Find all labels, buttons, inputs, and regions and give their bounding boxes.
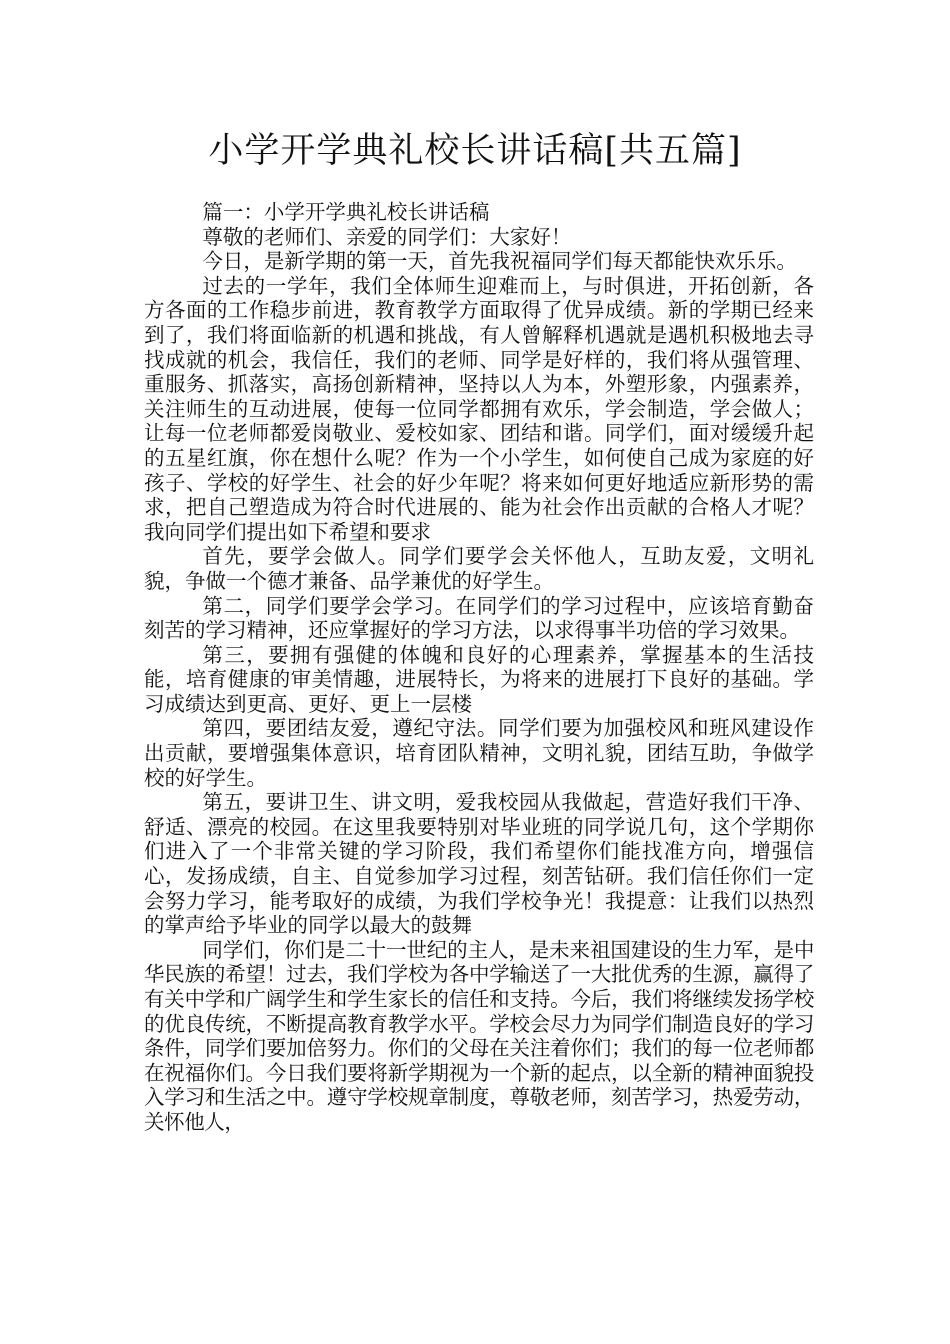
paragraph: 今日，是新学期的第一天，首先我祝福同学们每天都能快欢乐乐。 bbox=[202, 249, 797, 274]
document-title: 小学开学典礼校长讲话稿[共五篇] bbox=[208, 131, 742, 171]
paragraph: 第五，要讲卫生、讲文明，爱我校园从我做起，营造好我们干净、舒适、漂亮的校园。在这里我要特别对毕业班的同学说几句，这个学期你们进入了一个非常关键的学习阶段，我们希望你们能找准方向，增强信心，发扬成绩，自主、自觉参加学习过程，刻苦钻研。我们信任你们一定会努力学习，能考取好的成绩，为我们学校争光！我提意：让我们以热烈的掌声给予毕业的同学以最大的鼓舞 bbox=[144, 790, 814, 938]
paragraph: 第二，同学们要学会学习。在同学们的学习过程中，应该培育勤奋刻苦的学习精神，还应掌握好的学习方法，以求得事半功倍的学习效果。 bbox=[144, 593, 814, 643]
paragraph: 同学们，你们是二十一世纪的主人，是未来祖国建设的生力军，是中华民族的希望！过去，我们学校为各中学输送了一大批优秀的生源，赢得了有关中学和广阔学生和学生家长的信任和支持。今后，我们将继续发扬学校的优良传统，不断提高教育教学水平。学校会尽力为同学们制造良好的学习条件，同学们要加倍努力。你们的父母在关注着你们；我们的每一位老师都在祝福你们。今日我们要将新学期视为一个新的起点，以全新的精神面貌投入学习和生活之中。遵守学校规章制度，尊敬老师，刻苦学习，热爱劳动，关怀他人， bbox=[144, 937, 814, 1134]
paragraph: 第四，要团结友爱，遵纪守法。同学们要为加强校风和班风建设作出贡献，要增强集体意识，培育团队精神，文明礼貌，团结互助，争做学校的好学生。 bbox=[144, 716, 814, 790]
salutation: 尊敬的老师们、亲爱的同学们：大家好！ bbox=[202, 224, 572, 249]
paragraph: 首先，要学会做人。同学们要学会关怀他人，互助友爱，文明礼貌，争做一个德才兼备、品学兼优的好学生。 bbox=[144, 544, 814, 593]
document-body bbox=[144, 200, 814, 1135]
paragraph: 第三，要拥有强健的体魄和良好的心理素养，掌握基本的生活技能，培育健康的审美情趣，进展特长，为将来的进展打下良好的基础。学习成绩达到更高、更好、更上一层楼 bbox=[144, 642, 814, 716]
section-heading: 篇一：小学开学典礼校长讲话稿 bbox=[202, 200, 490, 224]
paragraph: 过去的一学年，我们全体师生迎难而上，与时俱进，开拓创新，各方各面的工作稳步前进，教育教学方面取得了优异成绩。新的学期已经来到了，我们将面临新的机遇和挑战，有人曾解释机遇就是遇机积极地去寻找成就的机会，我信任，我们的老师、同学是好样的，我们将从强管理、重服务、抓落实，高扬创新精神，坚持以人为本，外塑形象，内强素养，关注师生的互动进展，使每一位同学都拥有欢乐，学会制造，学会做人；让每一位老师都爱岗敬业、爱校如家、团结和谐。同学们，面对缓缓升起的五星红旗，你在想什么呢？作为一个小学生，如何使自己成为家庭的好孩子、学校的好学生、社会的好少年呢？将来如何更好地适应新形势的需求，把自己塑造成为符合时代进展的、能为社会作出贡献的合格人才呢？我向同学们提出如下希望和要求 bbox=[144, 273, 814, 544]
